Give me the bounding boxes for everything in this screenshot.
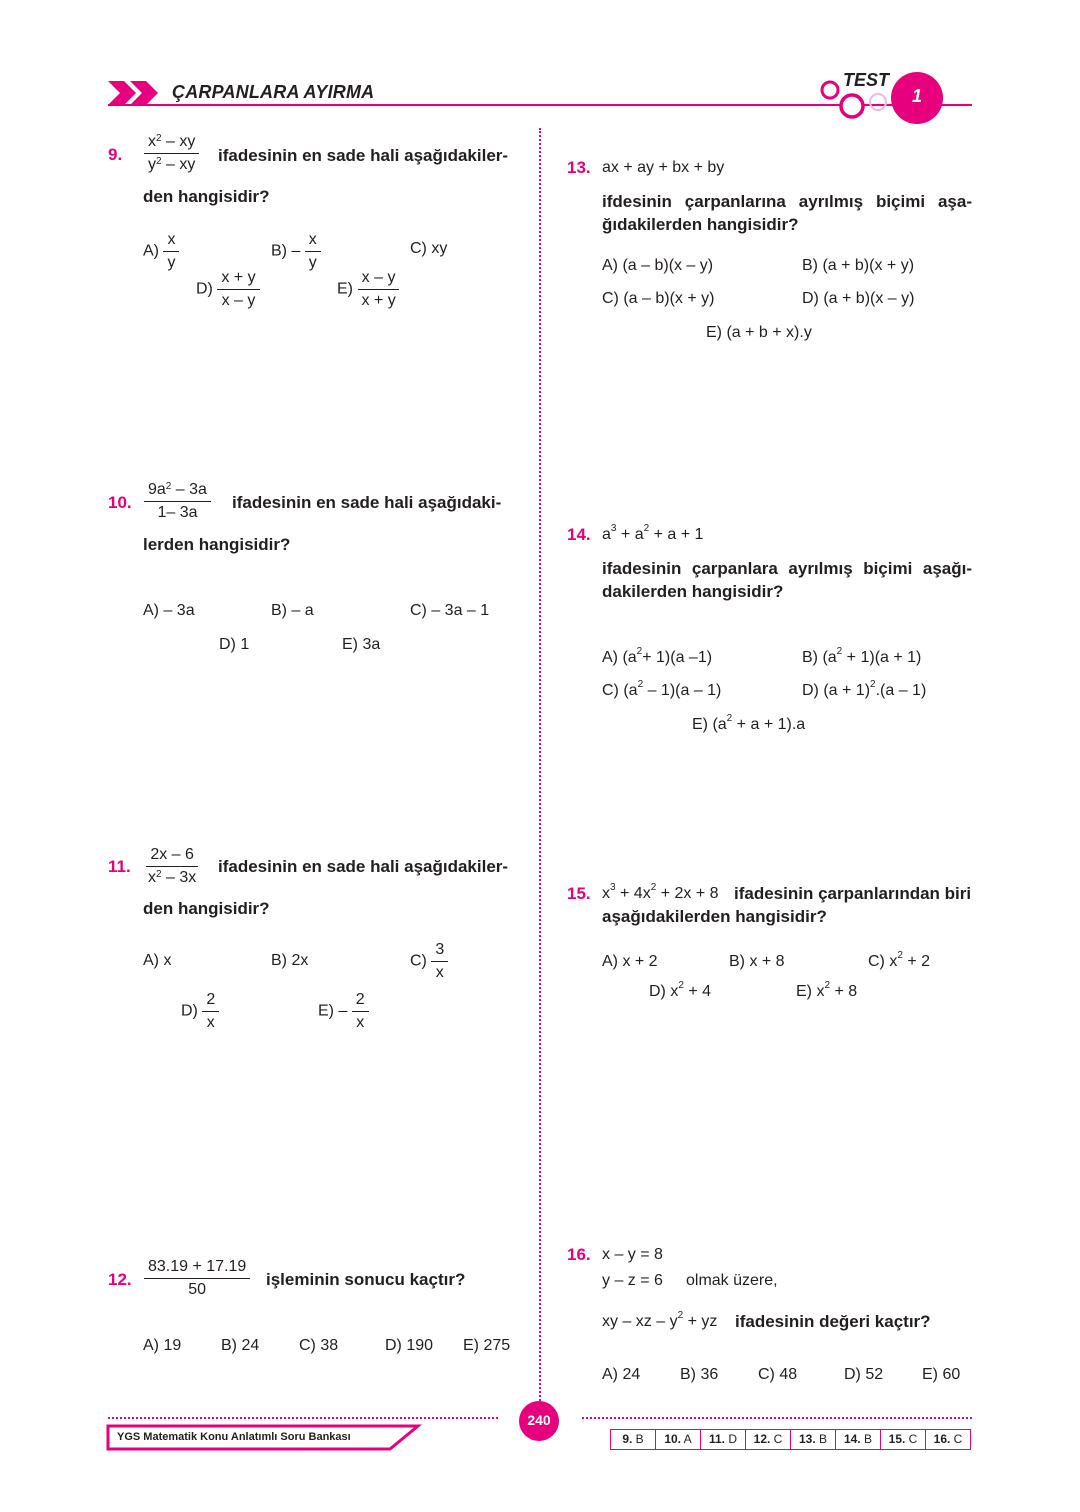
question-15-text: ifadesinin çarpanlarından biri: [734, 884, 972, 903]
question-9-fraction: $\frac{x^2 - xy}{y^2 - xy}$: [144, 132, 199, 175]
question-14-number: 14.: [567, 525, 591, 544]
question-16-equation-2: y – z = 6: [602, 1272, 663, 1289]
question-9-number: 9.: [108, 145, 123, 164]
test-label: TEST: [843, 70, 890, 90]
question-12-option-b: B) 24: [221, 1337, 260, 1354]
answer-key: [610, 1429, 971, 1450]
question-13-text-cont: ğıdakilerden hangisidir?: [602, 215, 799, 234]
question-15-number: 15.: [567, 884, 591, 903]
question-9-option-b: B) – $\frac{x}{y}$: [271, 230, 321, 273]
question-16-option-c: C) 48: [758, 1366, 798, 1383]
answer-key-item: 14. B: [836, 1430, 881, 1449]
question-10-text-cont: lerden hangisidir?: [143, 535, 291, 554]
question-10-option-e: E) 3a: [342, 636, 381, 653]
question-14-option-e: E) $(a^2 + a + 1).a$: [692, 713, 806, 733]
question-14-option-a: A) $(a^2+ 1)(a$ –1): [602, 646, 713, 666]
question-14-text: ifadesinin çarpanlara ayrılmış biçimi aşağı-: [602, 559, 972, 578]
question-11-text-cont: den hangisidir?: [143, 899, 270, 918]
question-9-text-cont: den hangisidir?: [143, 187, 270, 206]
question-16-option-b: B) 36: [680, 1366, 719, 1383]
question-12-fraction: $\frac{83.19 + 17.19}{50}$: [144, 1257, 250, 1300]
question-10-option-b: B) – a: [271, 602, 314, 619]
footer-rule-right: [582, 1417, 972, 1419]
question-15-text-cont: aşağıdakilerden hangisidir?: [602, 907, 827, 926]
question-16-expression: xy – xz – $y^2$ + yz: [602, 1310, 718, 1330]
answer-key-item: 13. B: [791, 1430, 836, 1449]
answer-key-item: 16. C: [926, 1430, 970, 1449]
question-9-text: ifadesinin en sade hali aşağıdakiler-: [218, 146, 509, 165]
question-16-option-e: E) 60: [922, 1366, 961, 1383]
question-11-option-e: E) – $\frac{2}{x}$: [318, 990, 369, 1033]
question-15-option-c: C) $x^2 + 2$: [868, 950, 931, 970]
question-11-fraction: $\frac{2x - 6}{x^2 - 3x}$: [148, 846, 197, 886]
question-16-option-d: D) 52: [844, 1366, 884, 1383]
question-16-text: ifadesinin değeri kaçtır?: [735, 1312, 931, 1331]
question-9-option-d: D) $\frac{x + y}{x - y}$: [196, 268, 260, 311]
question-13-option-b: B) (a + b)(x + y): [802, 257, 915, 274]
question-13-text: ifdesinin çarpanlarına ayrılmış biçimi aşa-: [602, 192, 972, 211]
question-14-option-b: B) $(a^2 + 1)(a + 1)$: [802, 646, 922, 666]
question-11-option-c: C) $\frac{3}{x}$: [410, 940, 448, 983]
question-10-number: 10.: [108, 493, 132, 512]
footer-book-title: YGS Matematik Konu Anlatımlı Soru Bankası: [117, 1431, 351, 1443]
question-15-option-d: D) $x^2 + 4$: [649, 980, 712, 1000]
question-15-option-a: A) x + 2: [602, 953, 658, 970]
question-10-option-a: A) – 3a: [143, 602, 195, 619]
question-16-equation-1: x – y = 8: [602, 1246, 663, 1263]
question-10-option-d: D) 1: [219, 636, 250, 653]
question-12-option-e: E) 275: [463, 1337, 511, 1354]
question-10-option-c: C) – 3a – 1: [410, 602, 490, 619]
question-13-expression: ax + ay + bx + by: [602, 159, 725, 176]
question-12-text: işleminin sonucu kaçtır?: [266, 1270, 466, 1289]
question-13-option-a: A) (a – b)(x – y): [602, 257, 714, 274]
column-divider: [539, 128, 541, 1413]
question-9-option-c: C) xy: [410, 240, 448, 257]
question-11-text: ifadesinin en sade hali aşağıdakiler-: [218, 857, 509, 876]
question-15-option-b: B) x + 8: [729, 953, 785, 970]
question-16-option-a: A) 24: [602, 1366, 641, 1383]
question-14-expression: $a^3 + a^2 + a + 1$: [602, 523, 704, 543]
question-13-number: 13.: [567, 158, 591, 177]
question-14-text-cont: dakilerden hangisidir?: [602, 582, 784, 601]
question-13-option-d: D) (a + b)(x – y): [802, 290, 915, 307]
question-15-option-e: E) $x^2 + 8$: [796, 980, 858, 1000]
question-11-option-b: B) 2x: [271, 952, 309, 969]
question-13-option-c: C) (a – b)(x + y): [602, 290, 715, 307]
answer-key-item: 9. B: [611, 1430, 656, 1449]
page-title: ÇARPANLARA AYIRMA: [172, 82, 375, 102]
question-10-fraction: $\frac{9a^2 - 3a}{1- 3a}$: [144, 480, 211, 523]
answer-key-item: 10. A: [656, 1430, 701, 1449]
question-14-option-d: D) $(a + 1)^2.(a - 1)$: [802, 679, 927, 699]
question-14-option-c: C) $(a^2 - 1)(a - 1)$: [602, 679, 722, 699]
question-12-option-a: A) 19: [143, 1337, 182, 1354]
question-9-option-e: E) $\frac{x - y}{x + y}$: [337, 268, 400, 311]
answer-key-item: 11. D: [701, 1430, 746, 1449]
test-number: 1: [911, 86, 922, 106]
question-11-number: 11.: [108, 857, 131, 876]
page-number: 240: [527, 1412, 551, 1428]
question-12-option-d: D) 190: [385, 1337, 434, 1354]
question-16-number: 16.: [567, 1245, 591, 1264]
answer-key-item: 15. C: [881, 1430, 926, 1449]
question-10-text: ifadesinin en sade hali aşağıdaki-: [232, 493, 502, 512]
question-9-option-a: A) $\frac{x}{y}$: [143, 230, 179, 273]
question-13-option-e: E) (a + b + x).y: [706, 324, 812, 341]
question-12-option-c: C) 38: [299, 1337, 339, 1354]
question-11-option-d: D) $\frac{2}{x}$: [181, 990, 219, 1033]
question-12-number: 12.: [108, 1270, 132, 1289]
answer-key-item: 12. C: [746, 1430, 791, 1449]
question-11-option-a: A) x: [143, 952, 172, 969]
question-15-expression: $x^3 + 4x^2 + 2x + 8$: [602, 882, 719, 902]
question-16-condition-text: olmak üzere,: [686, 1272, 778, 1289]
footer-rule-left: [108, 1417, 498, 1419]
